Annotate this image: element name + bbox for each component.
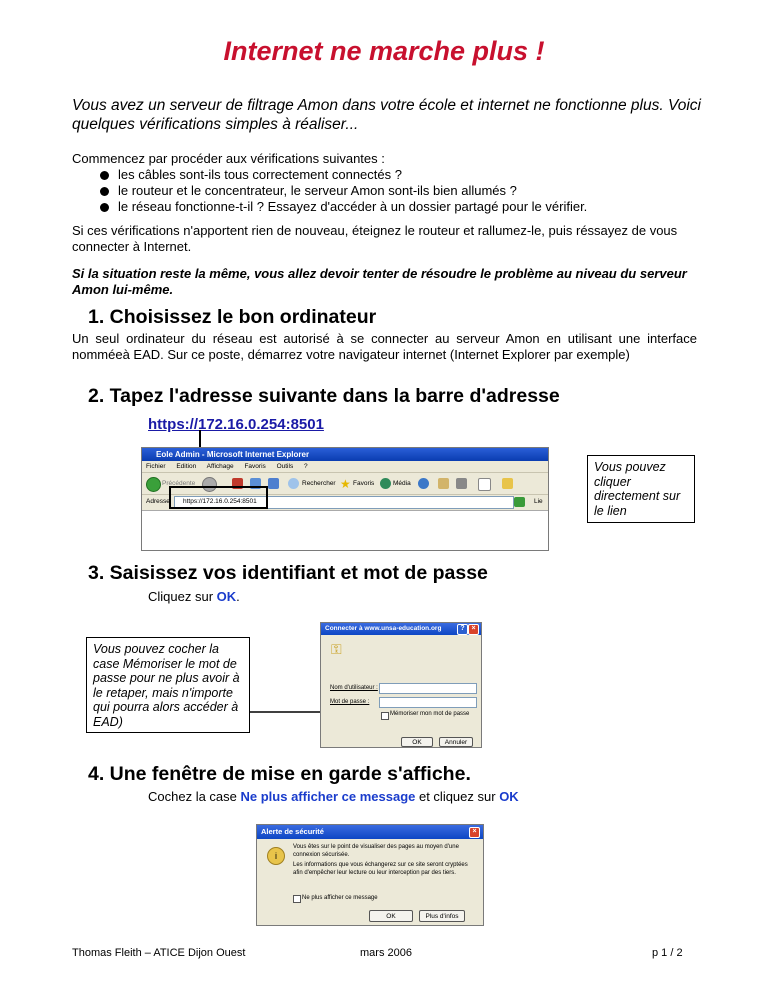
browser-titlebar bbox=[142, 448, 548, 461]
media-label[interactable]: Média bbox=[393, 480, 411, 487]
search-label[interactable]: Rechercher bbox=[302, 480, 336, 487]
user-label: Nom d'utilisateur : bbox=[330, 685, 378, 691]
login-dialog-titlebar bbox=[321, 623, 481, 635]
close-icon[interactable]: × bbox=[469, 827, 480, 838]
check-item: le réseau fonctionne-t-il ? Essayez d'accéder à un dossier partagé pour le vérifier. bbox=[100, 199, 587, 215]
remember-checkbox[interactable] bbox=[381, 712, 389, 720]
address-label: Adresse bbox=[146, 498, 170, 505]
menu-item[interactable]: Edition bbox=[176, 463, 197, 470]
warning-text: Si la situation reste la même, vous allez devoir tenter de résoudre le problème au niveau du serveur Amon lui-même. bbox=[72, 266, 687, 297]
security-alert-title: Alerte de sécurité bbox=[261, 827, 324, 836]
menu-item[interactable]: Favoris bbox=[244, 463, 266, 470]
address-highlight bbox=[169, 486, 268, 509]
password-label: Mot de passe : bbox=[330, 699, 370, 705]
login-dialog-title: Connecter à www.unsa-education.org bbox=[325, 625, 442, 632]
ok-button[interactable]: OK bbox=[401, 737, 433, 747]
cancel-button[interactable]: Annuler bbox=[439, 737, 473, 747]
security-alert-titlebar bbox=[257, 825, 483, 839]
footer-author: Thomas Fleith – ATICE Dijon Ouest bbox=[72, 947, 246, 959]
step4-heading: 4. Une fenêtre de mise en garde s'affiche. bbox=[88, 763, 471, 785]
checks-intro: Commencez par procéder aux vérifications suivantes : bbox=[72, 151, 385, 166]
back-icon[interactable] bbox=[146, 477, 161, 492]
step3-callout: Vous pouvez cocher la case Mémoriser le mot de passe pour ne plus avoir à le retaper, mais n'importe qui pourra alors accéder à EAD) bbox=[86, 637, 250, 733]
login-dialog bbox=[320, 622, 482, 748]
favorites-icon[interactable]: ★ bbox=[340, 477, 351, 491]
check-item: les câbles sont-ils tous correctement connectés ? bbox=[100, 167, 587, 183]
favorites-label[interactable]: Favoris bbox=[353, 480, 375, 487]
username-select[interactable] bbox=[379, 683, 477, 694]
home-icon[interactable] bbox=[268, 478, 279, 489]
more-info-button[interactable]: Plus d'infos bbox=[419, 910, 465, 922]
security-alert-line1: Vous êtes sur le point de visualiser des pages au moyen d'une connexion sécurisée. bbox=[293, 844, 459, 858]
help-icon[interactable]: ? bbox=[457, 624, 468, 635]
history-icon[interactable] bbox=[418, 478, 429, 489]
reboot-text: Si ces vérifications n'apportent rien de nouveau, éteignez le routeur et rallumez-le, puis réssayez de vous connecter à Internet. bbox=[72, 223, 678, 254]
dont-show-label: Ne plus afficher ce message bbox=[302, 895, 378, 901]
edit-icon[interactable] bbox=[478, 478, 491, 491]
step1-body: Un seul ordinateur du réseau est autorisé à se connecter au serveur Amon en utilisant une interface nomméeà EAD. Sur ce poste, démarrez votre navigateur internet (Internet Explorer par exemple) bbox=[72, 331, 697, 362]
mail-icon[interactable] bbox=[438, 478, 449, 489]
check-item: le routeur et le concentrateur, le serveur Amon sont-ils bien allumés ? bbox=[100, 183, 587, 199]
media-icon[interactable] bbox=[380, 478, 391, 489]
footer-page: p 1 / 2 bbox=[652, 947, 683, 959]
step2-callout: Vous pouvez cliquer directement sur le lien bbox=[587, 455, 695, 523]
password-field[interactable] bbox=[379, 697, 477, 708]
ok-button[interactable]: OK bbox=[369, 910, 413, 922]
footer-date: mars 2006 bbox=[360, 947, 412, 959]
menu-item[interactable]: Fichier bbox=[146, 463, 166, 470]
folder-icon[interactable] bbox=[502, 478, 513, 489]
keys-icon: ⚿ bbox=[331, 641, 342, 657]
ead-link[interactable]: https://172.16.0.254:8501 bbox=[148, 416, 324, 433]
menu-item[interactable]: Outils bbox=[276, 463, 294, 470]
step3-instruction: Cliquez sur OK. bbox=[148, 589, 240, 604]
menu-item[interactable]: ? bbox=[304, 463, 308, 470]
links-label: Lie bbox=[534, 498, 543, 505]
step2-heading: 2. Tapez l'adresse suivante dans la barre d'adresse bbox=[88, 385, 560, 407]
browser-title: Eole Admin - Microsoft Internet Explorer bbox=[156, 450, 310, 459]
intro-text: Vous avez un serveur de filtrage Amon dans votre école et internet ne fonctionne plus. Voici quelques vérifications simples à réaliser... bbox=[72, 97, 701, 133]
step1-heading: 1. Choisissez le bon ordinateur bbox=[88, 306, 377, 328]
step4-instruction: Cochez la case Ne plus afficher ce message et cliquez sur OK bbox=[148, 789, 519, 804]
lock-info-icon: i bbox=[267, 847, 285, 865]
dont-show-checkbox[interactable] bbox=[293, 895, 301, 903]
close-icon[interactable]: × bbox=[468, 624, 479, 635]
remember-label: Mémoriser mon mot de passe bbox=[390, 711, 470, 717]
security-alert-dialog bbox=[256, 824, 484, 926]
back-label: Précédente bbox=[162, 480, 196, 487]
search-icon[interactable] bbox=[288, 478, 299, 489]
print-icon[interactable] bbox=[456, 478, 467, 489]
address-value: https://172.16.0.254:8501 bbox=[183, 498, 257, 505]
security-alert-line2: Les informations que vous échangerez sur ce site seront cryptées afin d'empêcher leur lecture ou leur interception par des tiers. bbox=[293, 862, 468, 876]
step3-heading: 3. Saisissez vos identifiant et mot de passe bbox=[88, 562, 488, 584]
browser-menubar bbox=[142, 461, 548, 473]
go-icon[interactable] bbox=[514, 497, 525, 507]
checks-list bbox=[100, 167, 587, 215]
menu-item[interactable]: Affichage bbox=[206, 463, 234, 470]
page-title: Internet ne marche plus ! bbox=[223, 36, 545, 66]
